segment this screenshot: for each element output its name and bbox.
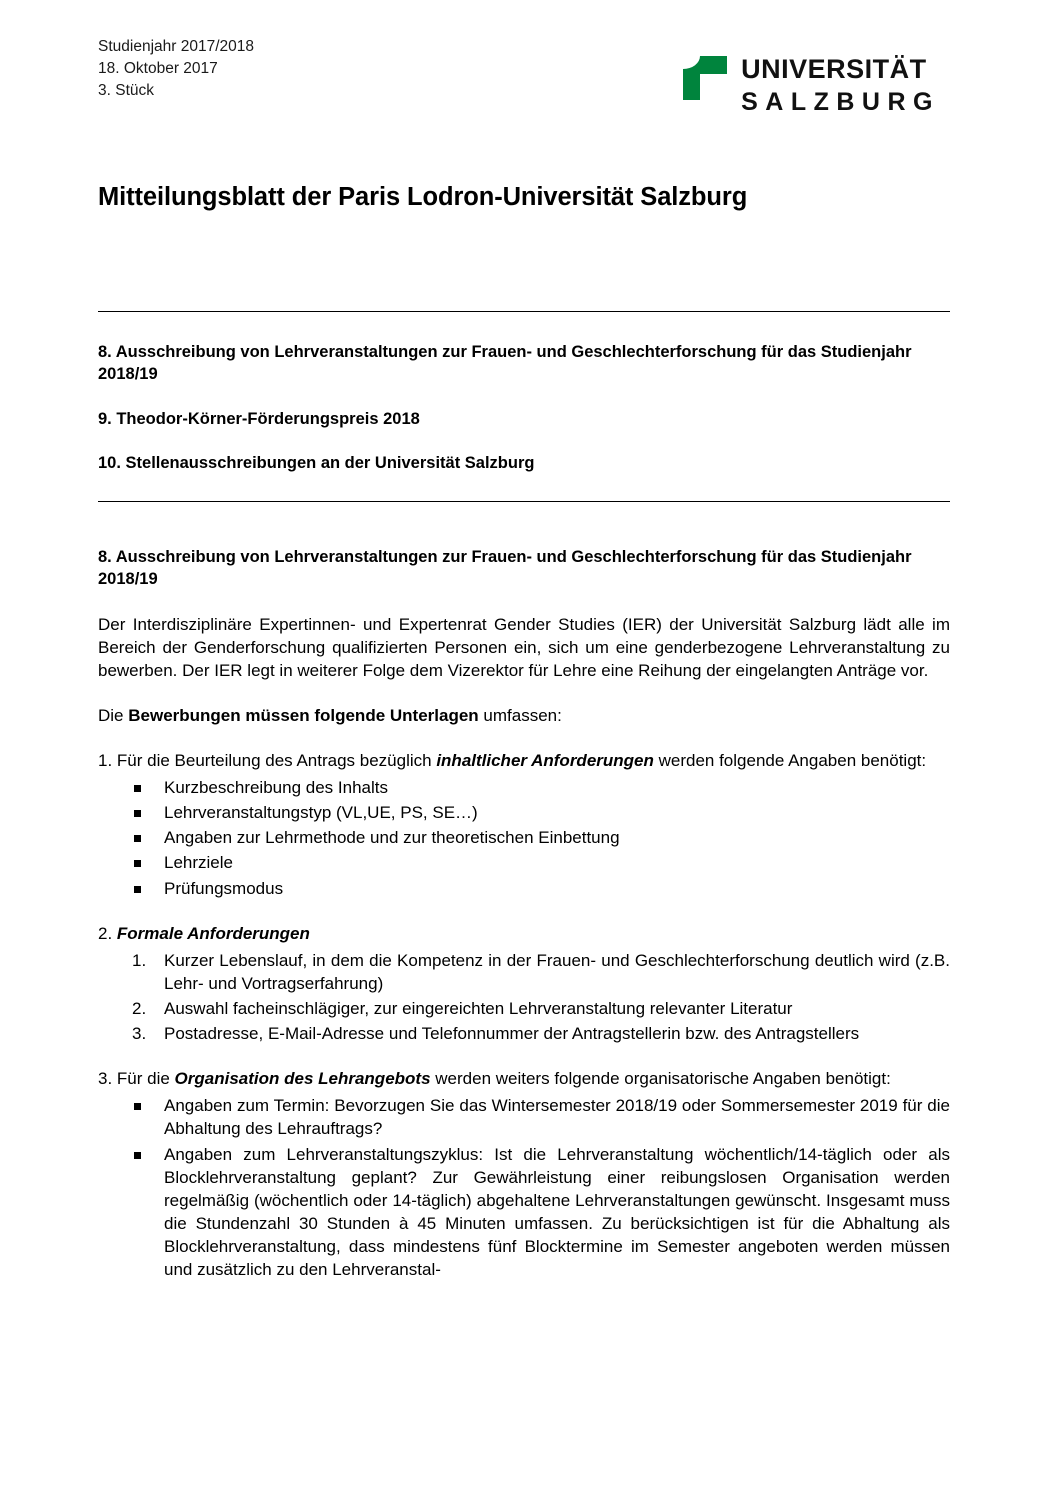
- issue-date: 18. Oktober 2017: [98, 60, 218, 77]
- toc-item-10[interactable]: 10. Stellenausschreibungen an der Universität Salzburg: [98, 454, 535, 473]
- page-title: Mitteilungsblatt der Paris Lodron-Universität Salzburg: [98, 183, 748, 211]
- toc-item-9[interactable]: 9. Theodor-Körner-Förderungspreis 2018: [98, 409, 420, 428]
- item2-number: 2.: [98, 923, 117, 943]
- table-of-contents: [98, 342, 950, 475]
- logo-wordmark: [741, 56, 940, 115]
- issue-number: 3. Stück: [98, 82, 154, 99]
- page-content: [98, 34, 950, 1281]
- item2-heading: [98, 922, 950, 945]
- item3-bullet-list: [98, 1094, 950, 1281]
- divider-top: [98, 311, 950, 312]
- issue-academic-year: Studienjahr 2017/2018: [98, 38, 254, 55]
- item3-suffix: werden weiters folgende organisatorische Angaben benötigt:: [430, 1069, 891, 1089]
- requirements-lead-bold: Bewerbungen müssen folgende Unterlagen: [128, 705, 479, 725]
- item1-suffix: werden folgende Angaben benötigt:: [653, 751, 927, 771]
- logo-line-salzburg: SALZBURG: [741, 88, 940, 116]
- list-item: Prüfungsmodus: [132, 877, 950, 900]
- requirements-lead-prefix: Die: [98, 705, 129, 725]
- item2-numbered-list: [98, 949, 950, 1045]
- logo-line-universitaet: UNIVERSITÄT: [741, 54, 927, 84]
- list-item: Angaben zur Lehrmethode und zur theoretischen Einbettung: [132, 826, 950, 849]
- list-item: Postadresse, E-Mail-Adresse und Telefonnummer der Antragstellerin bzw. des Antragstellers: [164, 1024, 860, 1044]
- list-item: Kurzer Lebenslauf, in dem die Kompetenz in der Frauen- und Geschlechterforschung deutlich wird (z.B. Lehr- und Vortragserfahrung): [164, 950, 950, 993]
- item3-lead: [98, 1067, 950, 1090]
- item3-emphasis: Organisation des Lehrangebots: [174, 1069, 431, 1089]
- page-header: [98, 34, 950, 115]
- section-intro-paragraph: Der Interdisziplinäre Expertinnen- und Expertenrat Gender Studies (IER) der Universität Salzburg lädt alle im Bereich der Genderforschung qualifizierten Personen ein, sich um eine genderbezogene Lehrveranstaltung zu bewerben. Der IER legt in weiterer Folge dem Vizerektor für Lehre eine Reihung der eingelangten Anträge vor.: [98, 614, 950, 680]
- logo-mark-icon: [683, 56, 727, 100]
- issue-info: [98, 34, 254, 102]
- list-item: Angaben zum Lehrveranstaltungszyklus: Ist die Lehrveranstaltung wöchentlich/14-täglich oder als Blocklehrveranstaltung geplant? Zur Gewährleistung einer reibungslosen Organisation werden regelmäßig (wöchentlich oder 14-täglich) abgehaltene Lehrveranstaltungen gewünscht. Insgesamt muss die Stundenzahl 30 Stunden à 45 Minuten umfassen. Zu berücksichtigen ist für die Abhaltung als Blocklehrveranstaltung, dass mindestens fünf Blocktermine im Semester angeboten werden müssen und zusätzlich zu den Lehrveranstal-: [132, 1143, 950, 1282]
- list-item: Kurzbeschreibung des Inhalts: [132, 776, 950, 799]
- section-heading-8: 8. Ausschreibung von Lehrveranstaltungen zur Frauen- und Geschlechterforschung für das Studienjahr 2018/19: [98, 548, 912, 588]
- university-logo: [683, 34, 950, 115]
- item1-lead: [98, 749, 950, 772]
- item1-prefix: 1. Für die Beurteilung des Antrags bezüglich: [98, 751, 437, 771]
- divider-bottom: [98, 501, 950, 502]
- item2-heading-text: Formale Anforderungen: [116, 923, 310, 943]
- requirements-lead-suffix: umfassen:: [478, 705, 562, 725]
- item1-emphasis: inhaltlicher Anforderungen: [436, 751, 654, 771]
- item3-prefix: 3. Für die: [98, 1069, 175, 1089]
- item1-bullet-list: [98, 776, 950, 900]
- list-item: Angaben zum Termin: Bevorzugen Sie das Wintersemester 2018/19 oder Sommersemester 2019 für die Abhaltung des Lehrauftrags?: [132, 1094, 950, 1140]
- requirements-lead: [98, 704, 950, 727]
- list-item: Lehrveranstaltungstyp (VL,UE, PS, SE…): [132, 801, 950, 824]
- list-item: Auswahl facheinschlägiger, zur eingereichten Lehrveranstaltung relevanter Literatur: [164, 999, 793, 1019]
- toc-item-8[interactable]: 8. Ausschreibung von Lehrveranstaltungen zur Frauen- und Geschlechterforschung für das Studienjahr 2018/19: [98, 343, 912, 383]
- list-item: Lehrziele: [132, 851, 950, 874]
